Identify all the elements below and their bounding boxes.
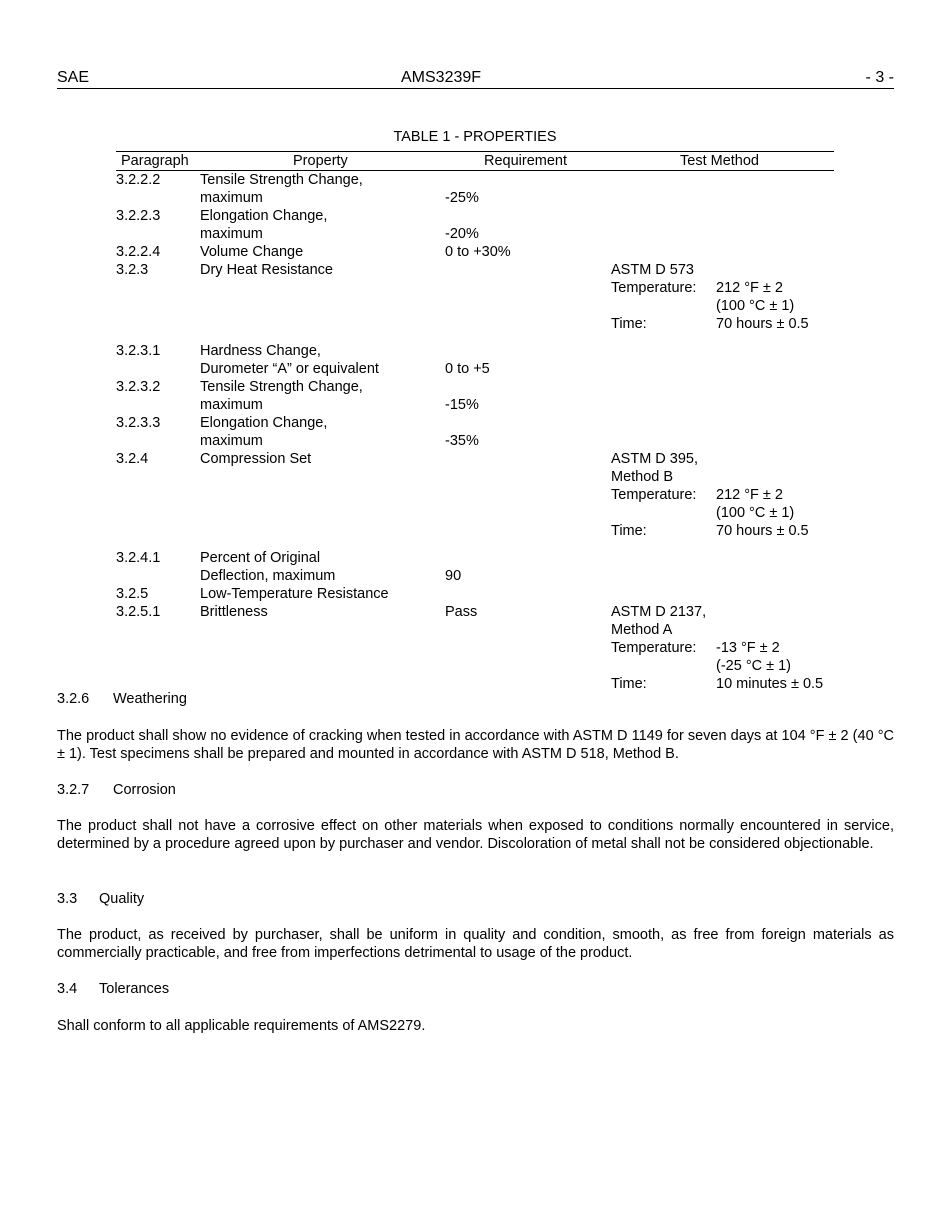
section-text-weathering: The product shall show no evidence of cracking when tested in accordance with ASTM D 1149 for seven days at 104 °F ± 2 (40 °C ± 1). Test specimens shall be prepared and mounted in accordance with ASTM D 518, Method B.: [57, 728, 894, 762]
test-method-cell: Method B: [611, 469, 674, 485]
column-header-property: Property: [293, 153, 348, 169]
header-doc-number: AMS3239F: [401, 69, 482, 86]
test-temperature-value: (-25 °C ± 1): [716, 658, 791, 674]
column-header-test-method: Test Method: [680, 153, 759, 169]
property-cell: Tensile Strength Change,: [200, 379, 363, 395]
header-org: SAE: [57, 69, 90, 86]
section-text-tolerances: Shall conform to all applicable requirements of AMS2279.: [57, 1018, 426, 1034]
table-title: TABLE 1 - PROPERTIES: [393, 129, 557, 145]
section-number: 3.2.7: [57, 782, 90, 798]
property-cell: Percent of Original: [200, 550, 321, 566]
test-temperature-value: 212 °F ± 2: [716, 487, 783, 503]
column-header-requirement: Requirement: [484, 153, 568, 169]
column-header-paragraph: Paragraph: [121, 153, 189, 169]
table-row: [0, 414, 950, 450]
page-header: [57, 68, 894, 89]
section-number: 3.2.6: [57, 691, 90, 707]
test-time-label: Time:: [611, 523, 647, 539]
paragraph-cell: 3.2.5.1: [116, 604, 161, 620]
section-number: 3.3: [57, 891, 78, 907]
test-time-label: Time:: [611, 316, 647, 332]
table-row: [0, 243, 950, 261]
requirement-cell: Pass: [445, 604, 478, 620]
table-row: [0, 378, 950, 414]
table-row: [0, 171, 950, 207]
section-title: Quality: [99, 891, 145, 907]
test-method-cell: ASTM D 2137,: [611, 604, 707, 620]
table-row: [0, 585, 950, 603]
paragraph-cell: 3.2.2.4: [116, 244, 161, 260]
section-text-quality: The product, as received by purchaser, shall be uniform in quality and condition, smooth, as free from foreign materials as commercially practicable, and free from imperfections detrimental to usage of the product.: [57, 927, 894, 961]
property-cell: Elongation Change,: [200, 208, 328, 224]
section-title: Tolerances: [99, 981, 170, 997]
header-page-number: - 3 -: [865, 69, 894, 86]
property-cell: Compression Set: [200, 451, 312, 467]
paragraph-cell: 3.2.2.2: [116, 172, 161, 188]
paragraph-cell: 3.2.4.1: [116, 550, 161, 566]
test-temperature-value: 212 °F ± 2: [716, 280, 783, 296]
test-temperature-label: Temperature:: [611, 640, 697, 656]
property-cell: Brittleness: [200, 604, 268, 620]
requirement-cell: -20%: [445, 226, 479, 242]
paragraph-cell: 3.2.5: [116, 586, 149, 602]
paragraph-cell: 3.2.3: [116, 262, 149, 278]
property-cell: maximum: [200, 226, 263, 242]
requirement-cell: 0 to +30%: [445, 244, 511, 260]
section-heading-quality: [57, 890, 894, 908]
requirement-cell: -25%: [445, 190, 479, 206]
test-temperature-label: Temperature:: [611, 487, 697, 503]
section-title: Corrosion: [113, 782, 176, 798]
section-number: 3.4: [57, 981, 78, 997]
requirement-cell: 0 to +5: [445, 361, 490, 377]
property-cell: maximum: [200, 397, 263, 413]
section-heading-corrosion: [57, 781, 894, 799]
paragraph-cell: 3.2.3.2: [116, 379, 161, 395]
paragraph-cell: 3.2.3.1: [116, 343, 161, 359]
property-cell: Durometer “A” or equivalent: [200, 361, 379, 377]
requirement-cell: -35%: [445, 433, 479, 449]
test-temperature-value: (100 °C ± 1): [716, 505, 795, 521]
paragraph-cell: 3.2.4: [116, 451, 149, 467]
requirement-cell: 90: [445, 568, 462, 584]
table-row: [0, 207, 950, 243]
property-cell: Hardness Change,: [200, 343, 321, 359]
table-row: [0, 549, 950, 585]
table-row: [0, 261, 950, 342]
test-method-cell: ASTM D 573: [611, 262, 694, 278]
property-cell: Deflection, maximum: [200, 568, 336, 584]
test-time-label: Time:: [611, 676, 647, 692]
paragraph-cell: 3.2.2.3: [116, 208, 161, 224]
property-cell: Tensile Strength Change,: [200, 172, 363, 188]
property-cell: Low-Temperature Resistance: [200, 586, 389, 602]
property-cell: Dry Heat Resistance: [200, 262, 333, 278]
property-cell: Elongation Change,: [200, 415, 328, 431]
requirement-cell: -15%: [445, 397, 479, 413]
test-time-value: 70 hours ± 0.5: [716, 316, 809, 332]
table-row: [0, 603, 950, 693]
test-time-value: 70 hours ± 0.5: [716, 523, 809, 539]
table-row: [0, 450, 950, 549]
test-temperature-value: (100 °C ± 1): [716, 298, 795, 314]
section-text-corrosion: The product shall not have a corrosive effect on other materials when exposed to conditions normally encountered in service, determined by a procedure agreed upon by purchaser and vendor. Discoloration of metal shall not be considered objectionable.: [57, 818, 894, 852]
test-temperature-label: Temperature:: [611, 280, 697, 296]
test-method-cell: ASTM D 395,: [611, 451, 699, 467]
table-row: [0, 342, 950, 378]
section-heading-weathering: [57, 690, 894, 708]
test-time-value: 10 minutes ± 0.5: [716, 676, 824, 692]
property-cell: Volume Change: [200, 244, 304, 260]
paragraph-cell: 3.2.3.3: [116, 415, 161, 431]
section-title: Weathering: [113, 691, 187, 707]
test-method-cell: Method A: [611, 622, 673, 638]
property-cell: maximum: [200, 433, 263, 449]
properties-table-body: [0, 171, 950, 693]
property-cell: maximum: [200, 190, 263, 206]
test-temperature-value: -13 °F ± 2: [716, 640, 780, 656]
section-heading-tolerances: [57, 980, 894, 998]
